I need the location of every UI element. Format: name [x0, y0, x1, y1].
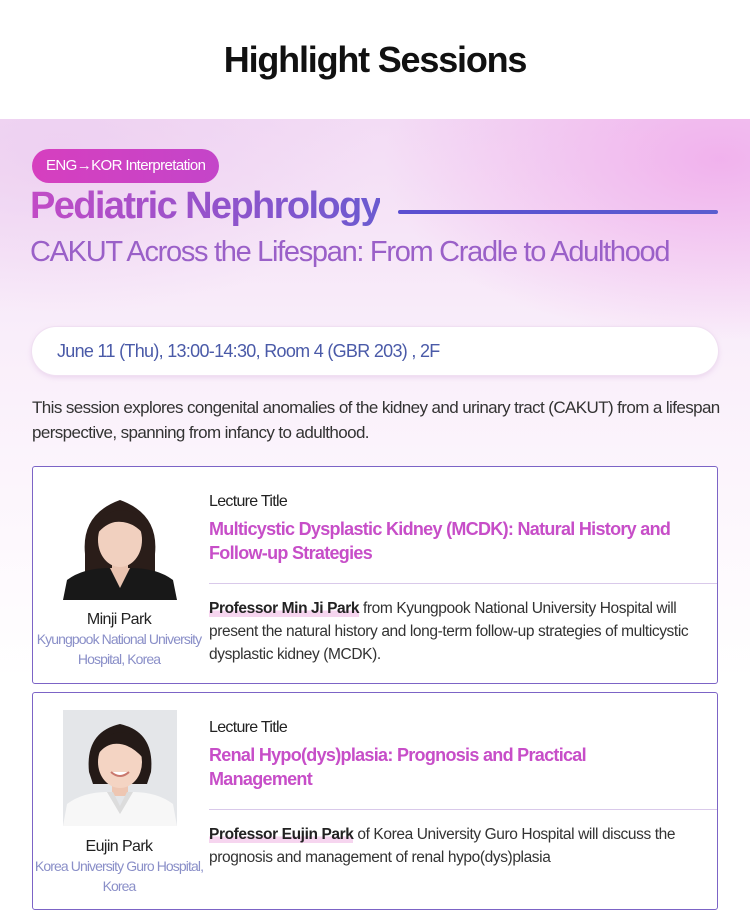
speaker-photo [63, 710, 177, 826]
session-subtitle: CAKUT Across the Lifespan: From Cradle to Adulthood [30, 236, 670, 268]
lecture-presenter: Professor Eujin Park [209, 826, 354, 843]
lecture-card [32, 692, 718, 910]
lecture-description [209, 823, 709, 869]
speaker-name: Eujin Park [85, 838, 153, 855]
speaker-photo [63, 484, 177, 600]
session-datetime: June 11 (Thu), 13:00-14:30, Room 4 (GBR 203) , 2F [32, 327, 718, 375]
session-section [0, 119, 750, 918]
page-header [0, 0, 750, 119]
lecture-presenter: Professor Min Ji Park [209, 600, 360, 617]
lecture-title: Multicystic Dysplastic Kidney (MCDK): Natural History and Follow-up Strategies [209, 519, 671, 563]
lecture-description [209, 597, 709, 666]
lecture-card [32, 466, 718, 684]
lecture-title: Renal Hypo(dys)plasia: Prognosis and Practical Management [209, 745, 586, 789]
lecture-divider [209, 583, 717, 584]
speaker-affiliation: Korea University Guro Hospital, Korea [34, 858, 204, 894]
lecture-title-label: Lecture Title [209, 493, 288, 510]
lecture-description-text: of Korea University Guro Hospital will discuss the prognosis and management of renal hypo(dys)plasia [209, 826, 676, 866]
lecture-title-label: Lecture Title [209, 719, 288, 736]
lecture-divider [209, 809, 717, 810]
topic-divider-line [398, 210, 718, 214]
speaker-affiliation: Kyungpook National University Hospital, Korea [36, 631, 202, 667]
session-description: This session explores congenital anomalies of the kidney and urinary tract (CAKUT) from a lifespan perspective, spanning from infancy to adulthood. [32, 398, 720, 442]
speaker-name: Minji Park [86, 611, 152, 628]
page-title: Highlight Sessions [223, 38, 527, 80]
lecture-description-text: from Kyungpook National University Hospital will present the natural history and long-term follow-up strategies of multicystic dysplastic kidney (MCDK). [209, 600, 689, 663]
interpretation-badge: ENG→KOR Interpretation [32, 149, 219, 183]
session-topic: Pediatric Nephrology [30, 185, 381, 227]
